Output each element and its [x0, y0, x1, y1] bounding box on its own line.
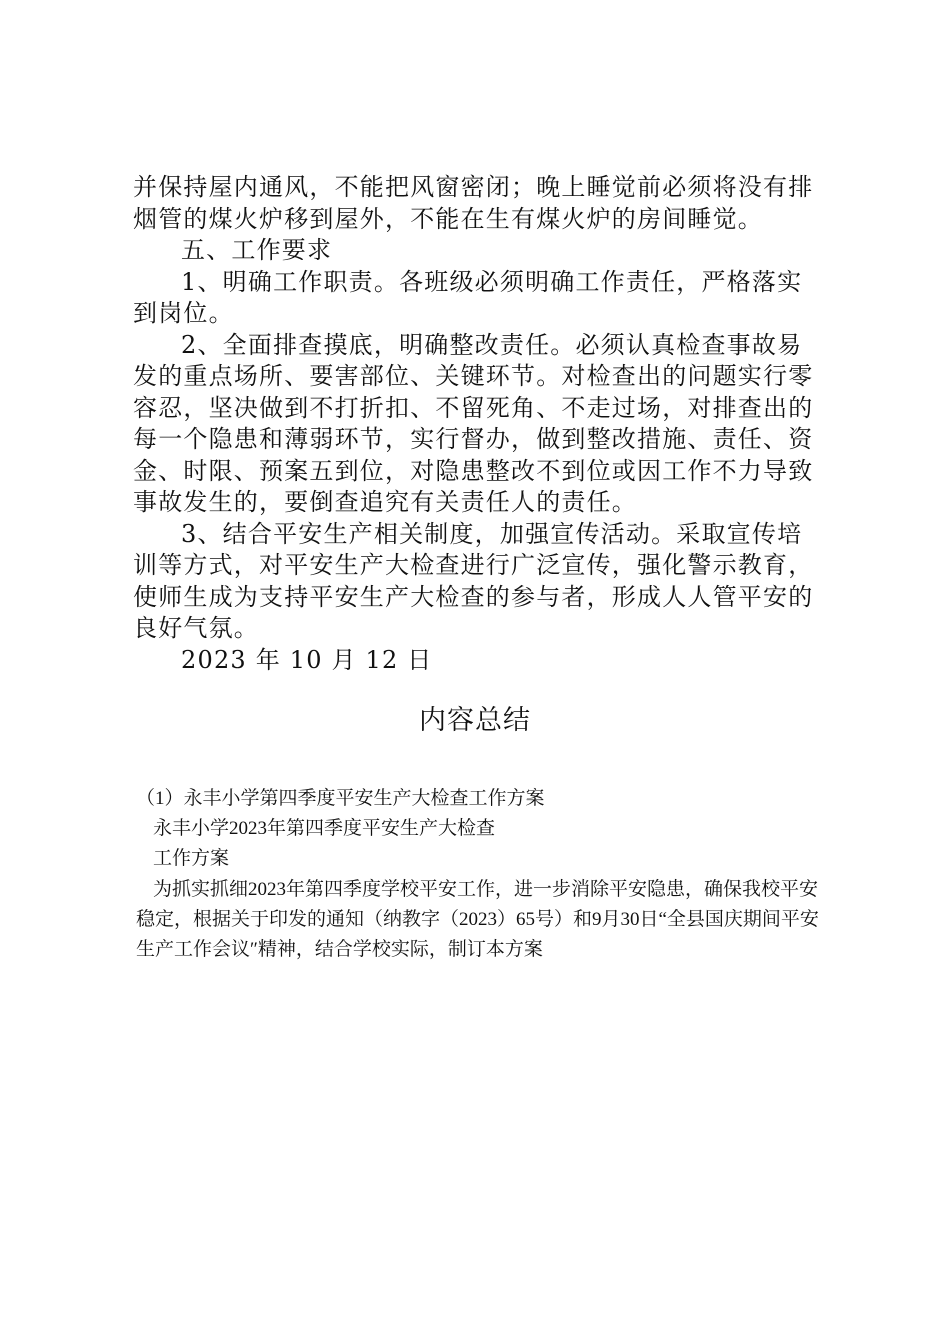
- document-body: [133, 172, 823, 676]
- summary-item-label: （1）永丰小学第四季度平安生产大检查工作方案: [136, 788, 545, 809]
- summary-paragraph: 为抓实抓细2023年第四季度学校平安工作，进一步消除平安隐患，确保我校平安稳定，根据关于印发的通知（纳教字（2023）65号）和9月30日“全县国庆期间平安生产工作会议″精神，结合学校实际，制订本方案: [136, 878, 819, 961]
- summary-subtitle-line2: 工作方案: [153, 848, 230, 870]
- summary-subtitle-line1: 永丰小学2023年第四季度平安生产大检查: [153, 818, 496, 840]
- summary-title: 内容总结: [419, 705, 531, 736]
- body-paragraph-requirement-2: 2、全面排查摸底，明确整改责任。必须认真检查事故易发的重点场所、要害部位、关键环节。对检查出的问题实行零容忍，坚决做到不打折扣、不留死角、不走过场，对排查出的每一个隐患和薄弱环节，实行督办，做到整改措施、责任、资金、时限、预案五到位，对隐患整改不到位或因工作不力导致事故发生的，要倒查追究有关责任人的责任。: [133, 330, 814, 516]
- body-paragraph-ventilation: 并保持屋内通风，不能把风窗密闭；晚上睡觉前必须将没有排烟管的煤火炉移到屋外，不能在生有煤火炉的房间睡觉。: [133, 173, 814, 233]
- summary-section: [136, 784, 826, 965]
- document-date: 2023 年 10 月 12 日: [181, 645, 433, 674]
- section-heading-work-requirements: 五、工作要求: [181, 236, 333, 264]
- body-paragraph-requirement-1: 1、明确工作职责。各班级必须明确工作责任，严格落实到岗位。: [133, 267, 803, 327]
- body-paragraph-requirement-3: 3、结合平安生产相关制度，加强宣传活动。采取宣传培训等方式，对平安生产大检查进行广泛宣传，强化警示教育，使师生成为支持平安生产大检查的参与者，形成人人管平安的良好气氛。: [133, 519, 814, 642]
